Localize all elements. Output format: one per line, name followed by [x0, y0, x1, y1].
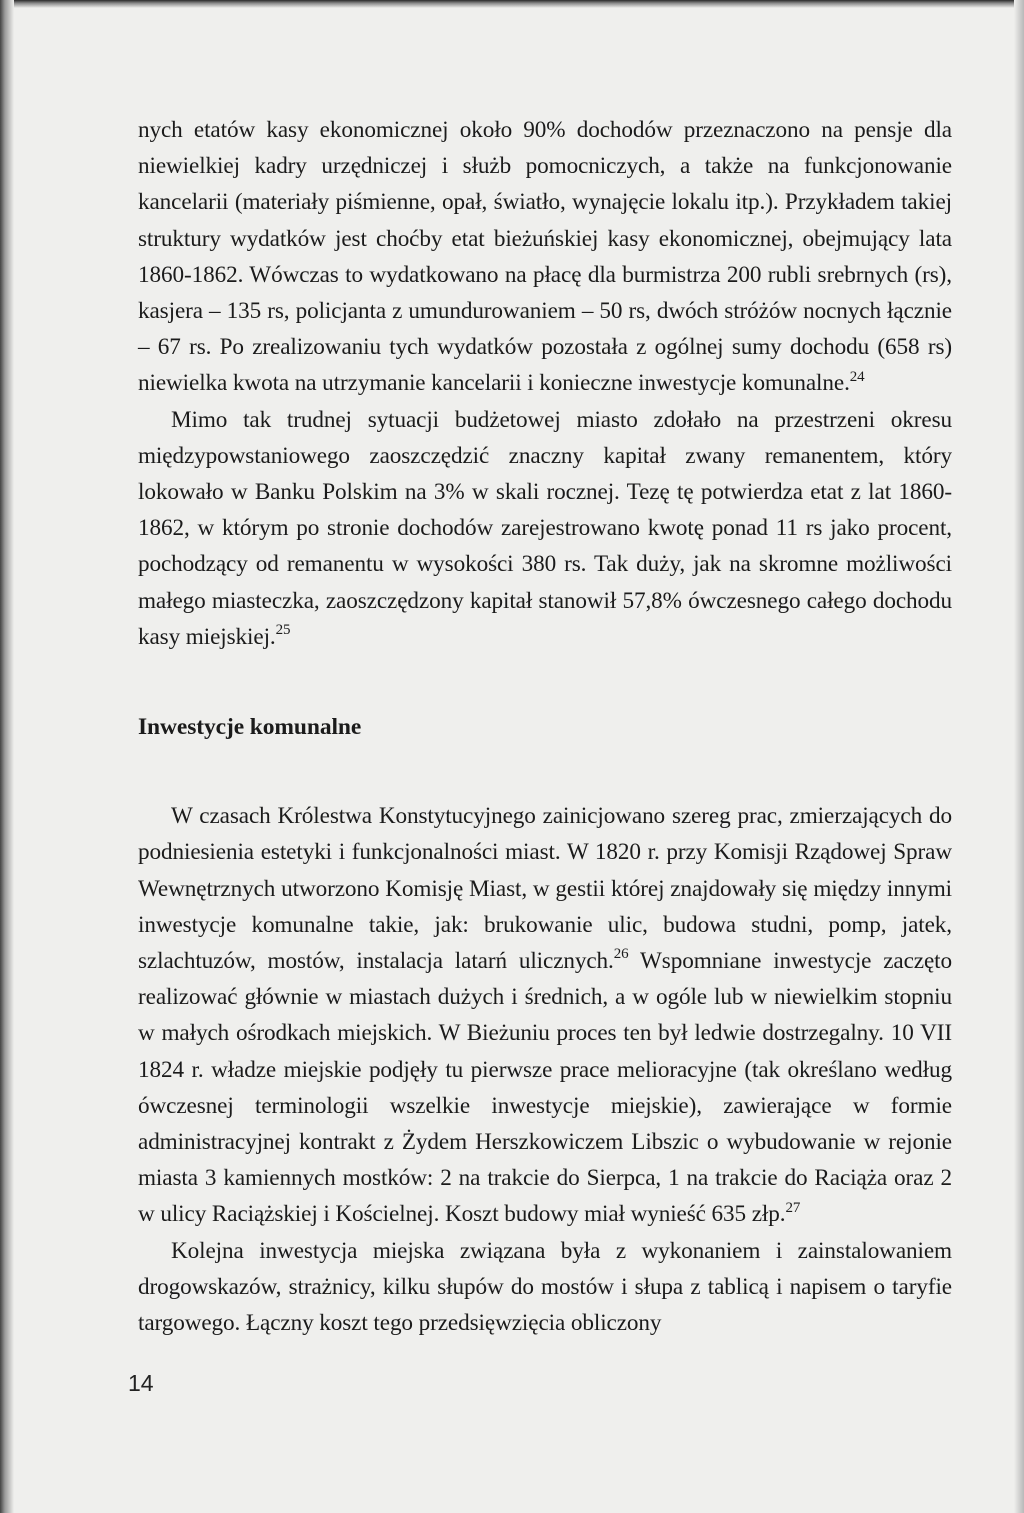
paragraph-1: [138, 112, 952, 402]
page-right-edge: [1014, 0, 1024, 1513]
paragraph-2: [138, 402, 952, 655]
paragraph-4: [138, 1233, 952, 1342]
section-heading: Inwestycje komunalne: [138, 714, 362, 741]
footnote-ref-26: 26: [613, 946, 629, 963]
page-top-edge: [0, 0, 1024, 8]
footnote-ref-25: 25: [275, 622, 291, 639]
footnote-ref-24: 24: [849, 368, 865, 385]
footnote-ref-27: 27: [785, 1199, 801, 1216]
paragraph-3: [138, 798, 952, 1232]
paragraph-3-text-a: W czasach Królestwa Konstytucyjnego zainicjowano szereg prac, zmierzających do podniesienia estetyki i funkcjonalności miast. W 1820 r. przy Komisji Rządowej Spraw Wewnętrznych utworzono Komisję Miast, w gestii której znajdowały się między innymi inwestycje komunalne takie, jak: brukowanie ulic, budowa studni, pomp, jatek, szlachtuzów, mostów, instalacja latarń ulicznych.: [138, 803, 952, 975]
body-text: [138, 112, 952, 1341]
paragraph-2-text: Mimo tak trudnej sytuacji budżetowej miasto zdołało na przestrzeni okresu międzypowstaniowego zaoszczędzić znaczny kapitał zwany remanentem, który lokowało w Banku Polskim na 3% w skali rocznej. Tezę tę potwierdza etat z lat 1860-1862, w którym po stronie dochodów zarejestrowano kwotę ponad 11 rs jako procent, pochodzący od remanentu w wysokości 380 rs. Tak duży, jak na skromne możliwości małego miasteczka, zaoszczędzony kapitał stanowił 57,8% ówczesnego całego dochodu kasy miejskiej.: [138, 406, 952, 650]
paragraph-3-text-b: Wspomniane inwestycje zaczęto realizować głównie w miastach dużych i średnich, a w ogóle lub w niewielkim stopniu w małych ośrodkach miejskich. W Bieżuniu proces ten był ledwie dostrzegalny. 10 VII 1824 r. władze miejskie podjęły tu pierwsze prace melioracyjne (tak określano według ówczesnej terminologii wszelkie inwestycje miejskie), zawierające w formie administracyjnej kontrakt z Żydem Herszkowiczem Libszic o wybudowanie w rejonie miasta 3 kamiennych mostków: 2 na trakcie do Sierpca, 1 na trakcie do Raciąża oraz 2 w ulicy Raciążskiej i Kościelnej. Koszt budowy miał wynieść 635 złp.: [138, 948, 952, 1228]
page-number: 14: [128, 1370, 154, 1396]
paragraph-4-text: Kolejna inwestycja miejska związana była z wykonaniem i zainstalowaniem drogowskazów, strażnicy, kilku słupów do mostów i słupa z tablicą i napisem o taryfie targowego. Łączny koszt tego przedsięwzięcia obliczony: [138, 1237, 952, 1337]
page-left-edge: [0, 0, 14, 1513]
paragraph-1-text: nych etatów kasy ekonomicznej około 90% dochodów przeznaczono na pensje dla niewielkiej kadry urzędniczej i służb pomocniczych, a także na funkcjonowanie kancelarii (materiały piśmienne, opał, światło, wynajęcie lokalu itp.). Przykładem takiej struktury wydatków jest choćby etat bieżuńskiej kasy ekonomicznej, obejmujący lata 1860-1862. Wówczas to wydatkowano na płacę dla burmistrza 200 rubli srebrnych (rs), kasjera – 135 rs, policjanta z umundurowaniem – 50 rs, dwóch stróżów nocnych łącznie – 67 rs. Po zrealizowaniu tych wydatków pozostała z ogólnej sumy dochodu (658 rs) niewielka kwota na utrzymanie kancelarii i konieczne inwestycje komunalne.: [138, 117, 952, 397]
